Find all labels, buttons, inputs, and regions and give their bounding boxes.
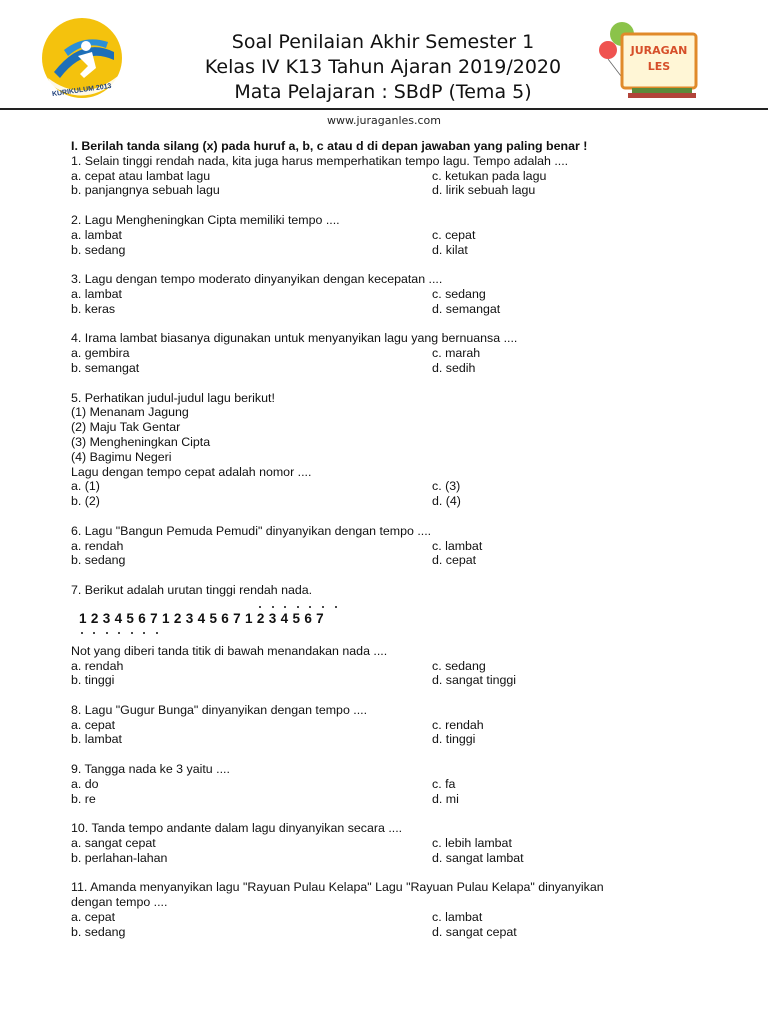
les-logo-text: LES bbox=[647, 60, 671, 73]
option-b[interactable]: b. semangat bbox=[71, 360, 140, 375]
option-a[interactable]: a. cepat atau lambat lagu bbox=[71, 168, 211, 183]
question-text: 5. Perhatikan judul-judul lagu berikut! bbox=[71, 390, 275, 405]
question-text: 2. Lagu Mengheningkan Cipta memiliki tempo .... bbox=[71, 212, 340, 227]
song-item: (4) Bagimu Negeri bbox=[71, 449, 172, 464]
juragan-logo-text: JURAGAN bbox=[630, 44, 688, 57]
option-d[interactable]: d. sangat lambat bbox=[432, 850, 524, 865]
option-c[interactable]: c. lambat bbox=[432, 910, 483, 925]
option-a[interactable]: a. lambat bbox=[71, 286, 122, 301]
header-divider bbox=[0, 108, 768, 110]
option-a[interactable]: a. rendah bbox=[71, 658, 124, 673]
kurikulum-logo-text: KURIKULUM 2013 bbox=[51, 82, 112, 99]
instruction: I. Berilah tanda silang (x) pada huruf a, b, c atau d di depan jawaban yang paling benar ! bbox=[71, 139, 588, 153]
question-text: 10. Tanda tempo andante dalam lagu dinyanyikan secara .... bbox=[71, 821, 403, 836]
option-d[interactable]: d. semangat bbox=[432, 301, 501, 316]
option-d[interactable]: d. sangat cepat bbox=[432, 924, 517, 939]
website-link[interactable]: www.juraganles.com bbox=[326, 114, 441, 127]
option-a[interactable]: a. (1) bbox=[71, 479, 100, 494]
option-d[interactable]: d. (4) bbox=[432, 494, 461, 509]
option-c[interactable]: c. lambat bbox=[432, 538, 483, 553]
question-text: 4. Irama lambat biasanya digunakan untuk menyanyikan lagu yang bernuansa .... bbox=[71, 331, 518, 346]
question-11 bbox=[71, 880, 711, 939]
question-2 bbox=[71, 213, 711, 257]
question-text: 1. Selain tinggi rendah nada, kita juga harus memperhatikan tempo lagu. Tempo adalah .... bbox=[71, 153, 569, 168]
song-item: (3) Mengheningkan Cipta bbox=[71, 434, 211, 449]
question-sheet bbox=[71, 139, 711, 940]
option-b[interactable]: b. sedang bbox=[71, 242, 126, 257]
option-b[interactable]: b. perlahan-lahan bbox=[71, 850, 168, 865]
option-d[interactable]: d. kilat bbox=[432, 242, 468, 257]
question-text: 9. Tangga nada ke 3 yaitu .... bbox=[71, 762, 230, 777]
option-b[interactable]: b. tinggi bbox=[71, 673, 115, 688]
option-b[interactable]: b. (2) bbox=[71, 494, 100, 509]
option-a[interactable]: a. sangat cepat bbox=[71, 836, 156, 851]
question-text: 6. Lagu "Bangun Pemuda Pemudi" dinyanyikan dengan tempo .... bbox=[71, 523, 432, 538]
option-c[interactable]: c. sedang bbox=[432, 658, 486, 673]
option-b[interactable]: b. sedang bbox=[71, 553, 126, 568]
option-d[interactable]: d. sangat tinggi bbox=[432, 673, 517, 688]
option-a[interactable]: a. lambat bbox=[71, 227, 122, 242]
option-c[interactable]: c. lebih lambat bbox=[432, 836, 512, 851]
option-d[interactable]: d. cepat bbox=[432, 553, 477, 568]
question-text: 11. Amanda menyanyikan lagu "Rayuan Pulau Kelapa" Lagu "Rayuan Pulau Kelapa" dinyanyikan bbox=[71, 880, 604, 895]
option-d[interactable]: d. tinggi bbox=[432, 732, 476, 747]
option-b[interactable]: b. lambat bbox=[71, 732, 122, 747]
question-7 bbox=[71, 583, 711, 688]
option-c[interactable]: c. fa bbox=[432, 776, 456, 791]
option-a[interactable]: a. cepat bbox=[71, 717, 116, 732]
option-c[interactable]: c. (3) bbox=[432, 479, 461, 494]
question-10 bbox=[71, 821, 711, 865]
song-item: (2) Maju Tak Gentar bbox=[71, 420, 181, 435]
title-line-2: Kelas IV K13 Tahun Ajaran 2019/2020 bbox=[204, 56, 562, 78]
option-d[interactable]: d. sedih bbox=[432, 360, 476, 375]
solfege-notation bbox=[79, 602, 711, 640]
note-numbers: 1 2 3 4 5 6 7 1 2 3 4 5 6 7 1 2 3 4 5 6 7 bbox=[79, 610, 324, 626]
question-prompt: Lagu dengan tempo cepat adalah nomor .... bbox=[71, 464, 312, 479]
question-text: 3. Lagu dengan tempo moderato dinyanyikan dengan kecepatan .... bbox=[71, 272, 443, 287]
option-a[interactable]: a. rendah bbox=[71, 538, 124, 553]
option-d[interactable]: d. mi bbox=[432, 791, 459, 806]
option-c[interactable]: c. marah bbox=[432, 346, 481, 361]
title-line-3: Mata Pelajaran : SBdP (Tema 5) bbox=[234, 81, 532, 103]
kurikulum-2013-logo bbox=[34, 16, 130, 104]
question-5 bbox=[71, 391, 711, 509]
question-text: 8. Lagu "Gugur Bunga" dinyanyikan dengan tempo .... bbox=[71, 702, 368, 717]
option-b[interactable]: b. sedang bbox=[71, 924, 126, 939]
question-prompt: Not yang diberi tanda titik di bawah menandakan nada .... bbox=[71, 643, 388, 658]
option-b[interactable]: b. re bbox=[71, 791, 96, 806]
question-text: 7. Berikut adalah urutan tinggi rendah nada. bbox=[71, 582, 313, 597]
option-d[interactable]: d. lirik sebuah lagu bbox=[432, 183, 536, 198]
song-item: (1) Menanam Jagung bbox=[71, 405, 189, 420]
question-3 bbox=[71, 272, 711, 316]
question-1 bbox=[71, 154, 711, 198]
title-line-1: Soal Penilaian Akhir Semester 1 bbox=[231, 31, 535, 53]
option-c[interactable]: c. cepat bbox=[432, 227, 476, 242]
option-c[interactable]: c. ketukan pada lagu bbox=[432, 168, 547, 183]
option-a[interactable]: a. do bbox=[71, 776, 99, 791]
option-b[interactable]: b. panjangnya sebuah lagu bbox=[71, 183, 220, 198]
question-9 bbox=[71, 762, 711, 806]
juragan-les-logo bbox=[592, 18, 706, 102]
question-8 bbox=[71, 703, 711, 747]
document-header bbox=[0, 0, 768, 130]
option-b[interactable]: b. keras bbox=[71, 301, 116, 316]
option-c[interactable]: c. rendah bbox=[432, 717, 484, 732]
question-text-continued: dengan tempo .... bbox=[71, 895, 168, 910]
question-4 bbox=[71, 331, 711, 375]
option-a[interactable]: a. gembira bbox=[71, 346, 130, 361]
option-c[interactable]: c. sedang bbox=[432, 286, 486, 301]
question-6 bbox=[71, 524, 711, 568]
option-a[interactable]: a. cepat bbox=[71, 910, 116, 925]
